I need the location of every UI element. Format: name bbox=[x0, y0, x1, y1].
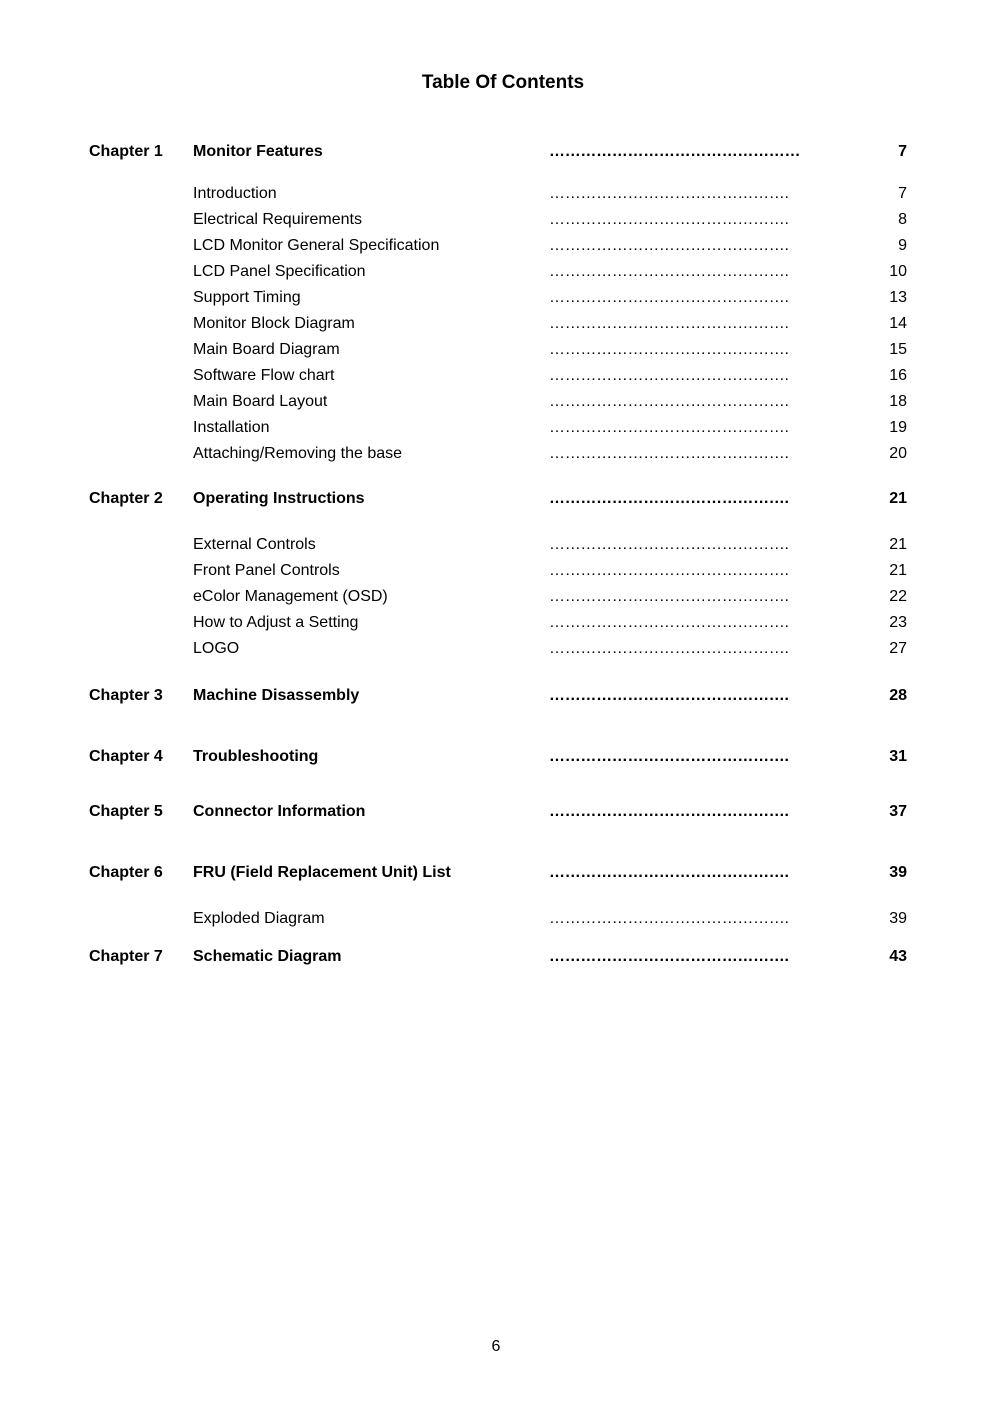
toc-entry-title[interactable]: Front Panel Controls bbox=[193, 562, 340, 579]
dot-leader: ………………………………………. bbox=[549, 536, 789, 553]
toc-page-number: 8 bbox=[898, 211, 907, 228]
dot-leader: ………………………………………… bbox=[549, 143, 801, 160]
dot-leader: ………………………………………. bbox=[549, 948, 789, 965]
chapter-number: Chapter 3 bbox=[89, 687, 163, 704]
toc-entry-row[interactable] bbox=[0, 287, 992, 309]
toc-page-number: 15 bbox=[889, 341, 907, 358]
toc-entry-title[interactable]: Connector Information bbox=[193, 803, 366, 820]
toc-entry-title[interactable]: Introduction bbox=[193, 185, 277, 202]
dot-leader: ………………………………………. bbox=[549, 341, 789, 358]
dot-leader: ………………………………………. bbox=[549, 640, 789, 657]
chapter-number: Chapter 2 bbox=[89, 490, 163, 507]
dot-leader: ………………………………………. bbox=[549, 910, 789, 927]
toc-entry-title[interactable]: LCD Panel Specification bbox=[193, 263, 366, 280]
toc-entry-title[interactable]: Attaching/Removing the base bbox=[193, 445, 403, 462]
chapter-number: Chapter 7 bbox=[89, 948, 163, 965]
chapter-number: Chapter 6 bbox=[89, 864, 163, 881]
toc-entry-title[interactable]: Main Board Layout bbox=[193, 393, 328, 410]
toc-page-number: 22 bbox=[889, 588, 907, 605]
dot-leader: ………………………………………. bbox=[549, 562, 789, 579]
chapter-number: Chapter 5 bbox=[89, 803, 163, 820]
toc-entry-title[interactable]: External Controls bbox=[193, 536, 316, 553]
toc-chapter-row[interactable] bbox=[0, 685, 992, 707]
toc-page-number: 9 bbox=[898, 237, 907, 254]
toc-page-number: 18 bbox=[889, 393, 907, 410]
toc-entry-row[interactable] bbox=[0, 443, 992, 465]
toc-entry-title[interactable]: Operating Instructions bbox=[193, 490, 365, 507]
toc-entry-title[interactable]: Schematic Diagram bbox=[193, 948, 342, 965]
toc-entry-row[interactable] bbox=[0, 313, 992, 335]
toc-entry-row[interactable] bbox=[0, 586, 992, 608]
toc-entry-row[interactable] bbox=[0, 638, 992, 660]
toc-entry-title[interactable]: Monitor Block Diagram bbox=[193, 315, 355, 332]
toc-page-number: 7 bbox=[898, 143, 907, 160]
toc-entry-title[interactable]: Installation bbox=[193, 419, 270, 436]
chapter-number: Chapter 4 bbox=[89, 748, 163, 765]
toc-page-number: 31 bbox=[889, 748, 907, 765]
toc-page-number: 7 bbox=[898, 185, 907, 202]
toc-chapter-row[interactable] bbox=[0, 946, 992, 968]
toc-entry-title[interactable]: Exploded Diagram bbox=[193, 910, 325, 927]
toc-page-number: 10 bbox=[889, 263, 907, 280]
toc-entry-title[interactable]: Support Timing bbox=[193, 289, 301, 306]
toc-page-number: 39 bbox=[889, 910, 907, 927]
dot-leader: ………………………………………. bbox=[549, 367, 789, 384]
dot-leader: ………………………………………. bbox=[549, 393, 789, 410]
toc-page-number: 43 bbox=[889, 948, 907, 965]
toc-page-number: 37 bbox=[889, 803, 907, 820]
toc-entry-row[interactable] bbox=[0, 391, 992, 413]
dot-leader: ………………………………………. bbox=[549, 185, 789, 202]
toc-entry-title[interactable]: Electrical Requirements bbox=[193, 211, 362, 228]
dot-leader: ………………………………………. bbox=[549, 748, 789, 765]
toc-entry-title[interactable]: Software Flow chart bbox=[193, 367, 335, 384]
toc-entry-title[interactable]: Monitor Features bbox=[193, 143, 323, 160]
toc-chapter-row[interactable] bbox=[0, 801, 992, 823]
toc-entry-title[interactable]: Main Board Diagram bbox=[193, 341, 340, 358]
toc-entry-title[interactable]: LCD Monitor General Specification bbox=[193, 237, 440, 254]
dot-leader: ………………………………………. bbox=[549, 588, 789, 605]
dot-leader: ………………………………………. bbox=[549, 490, 789, 507]
toc-chapter-row[interactable] bbox=[0, 141, 992, 163]
dot-leader: ………………………………………. bbox=[549, 445, 789, 462]
toc-entry-title[interactable]: How to Adjust a Setting bbox=[193, 614, 359, 631]
toc-page-number: 13 bbox=[889, 289, 907, 306]
toc-entry-title[interactable]: Troubleshooting bbox=[193, 748, 319, 765]
toc-page-number: 21 bbox=[889, 490, 907, 507]
toc-page-number: 28 bbox=[889, 687, 907, 704]
toc-page-number: 16 bbox=[889, 367, 907, 384]
dot-leader: ………………………………………. bbox=[549, 687, 789, 704]
toc-chapter-row[interactable] bbox=[0, 488, 992, 510]
page-title: Table Of Contents bbox=[421, 72, 585, 93]
toc-page-number: 20 bbox=[889, 445, 907, 462]
dot-leader: ………………………………………. bbox=[549, 614, 789, 631]
toc-entry-row[interactable] bbox=[0, 365, 992, 387]
toc-entry-row[interactable] bbox=[0, 612, 992, 634]
toc-page-number: 27 bbox=[889, 640, 907, 657]
toc-entry-row[interactable] bbox=[0, 417, 992, 439]
dot-leader: ………………………………………. bbox=[549, 237, 789, 254]
toc-entry-row[interactable] bbox=[0, 534, 992, 556]
page-number: 6 bbox=[491, 1338, 501, 1355]
toc-page-number: 21 bbox=[889, 562, 907, 579]
dot-leader: ………………………………………. bbox=[549, 864, 789, 881]
toc-entry-row[interactable] bbox=[0, 339, 992, 361]
dot-leader: ………………………………………. bbox=[549, 803, 789, 820]
toc-entry-row[interactable] bbox=[0, 261, 992, 283]
dot-leader: ………………………………………. bbox=[549, 419, 789, 436]
dot-leader: ………………………………………. bbox=[549, 315, 789, 332]
toc-entry-title[interactable]: Machine Disassembly bbox=[193, 687, 360, 704]
toc-entry-title[interactable]: LOGO bbox=[193, 640, 240, 657]
dot-leader: ………………………………………. bbox=[549, 211, 789, 228]
toc-chapter-row[interactable] bbox=[0, 746, 992, 768]
toc-page-number: 14 bbox=[889, 315, 907, 332]
toc-entry-row[interactable] bbox=[0, 908, 992, 930]
toc-entry-row[interactable] bbox=[0, 209, 992, 231]
toc-entry-row[interactable] bbox=[0, 183, 992, 205]
toc-page-number: 19 bbox=[889, 419, 907, 436]
toc-entry-row[interactable] bbox=[0, 560, 992, 582]
toc-page-number: 39 bbox=[889, 864, 907, 881]
toc-chapter-row[interactable] bbox=[0, 862, 992, 884]
toc-entry-title[interactable]: eColor Management (OSD) bbox=[193, 588, 388, 605]
toc-page-number: 21 bbox=[889, 536, 907, 553]
chapter-number: Chapter 1 bbox=[89, 143, 163, 160]
toc-entry-row[interactable] bbox=[0, 235, 992, 257]
dot-leader: ………………………………………. bbox=[549, 289, 789, 306]
toc-entry-title[interactable]: FRU (Field Replacement Unit) List bbox=[193, 864, 451, 881]
toc-page-number: 23 bbox=[889, 614, 907, 631]
dot-leader: ………………………………………. bbox=[549, 263, 789, 280]
